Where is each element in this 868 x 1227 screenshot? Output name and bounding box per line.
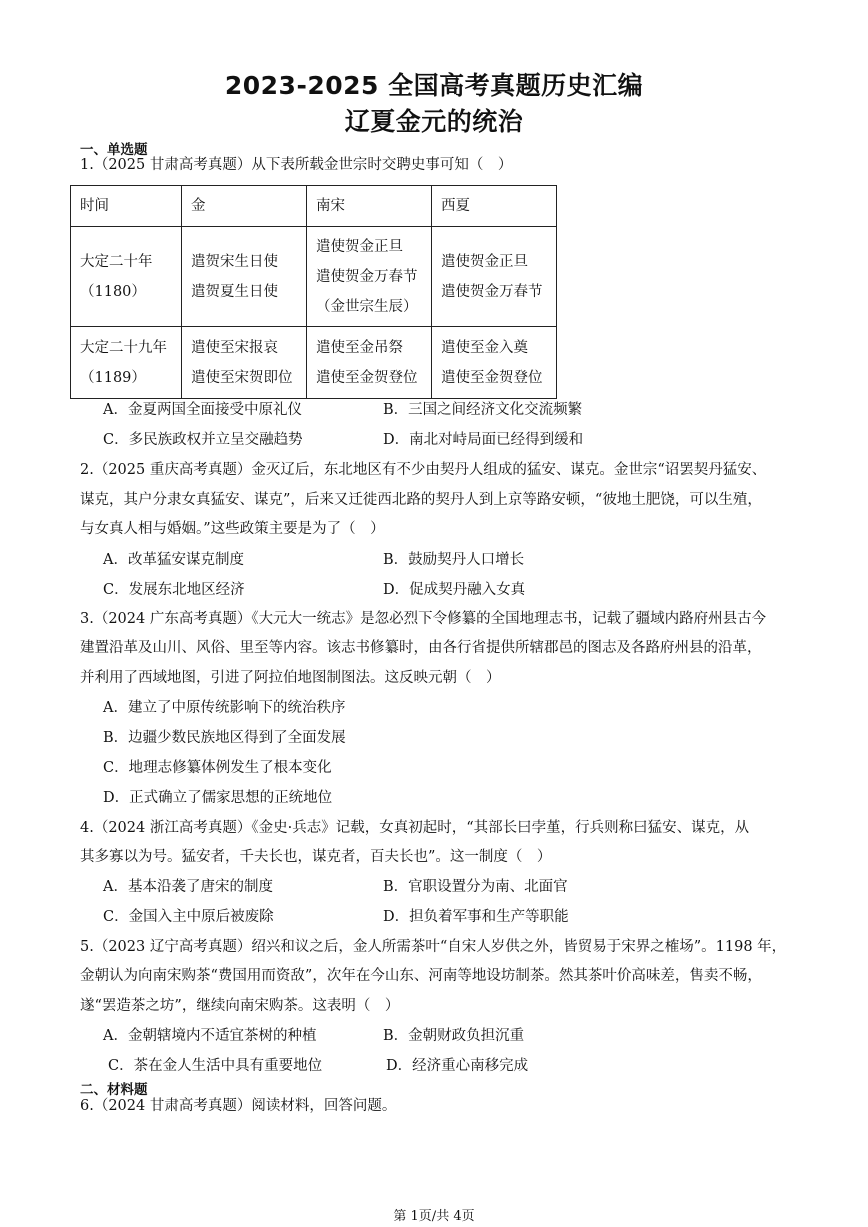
question-1-table <box>70 185 557 399</box>
cell-line: 遣使贺金正旦 <box>316 238 403 255</box>
question-3-line: 3.（2024 广东高考真题）《大元大一统志》是忽必烈下令修纂的全国地理志书，记载了疆域内路府州县古今 <box>80 611 767 627</box>
cell-line: 遣使贺金万春节 <box>441 283 543 300</box>
question-4-line: 其多寡以为号。猛安者，千夫长也，谋克者，百夫长也”。这一制度（ ） <box>80 849 552 865</box>
question-3-option-d: D．正式确立了儒家思想的正统地位 <box>103 790 333 806</box>
question-3-line: 建置沿革及山川、风俗、里至等内容。该志书修纂时，由各行省提供所辖郡邑的图志及各路府州县的沿革， <box>80 640 762 656</box>
question-5-line: 5.（2023 辽宁高考真题）绍兴和议之后，金人所需茶叶“自宋人岁供之外，皆贸易于宋界之榷场”。1198 年， <box>80 939 787 955</box>
question-5-line: 金朝认为向南宋购茶“费国用而资敌”，次年在今山东、河南等地设坊制茶。然其茶叶价高味差，售卖不畅， <box>80 968 762 984</box>
question-4-option-d: D．担负着军事和生产等职能 <box>383 909 569 925</box>
cell-line: 遣贺宋生日使 <box>191 253 278 270</box>
cell-line: （金世宗生辰） <box>316 298 418 315</box>
section-heading-single-choice: 一、单选题 <box>80 142 148 158</box>
cell-line: 遣使至金入奠 <box>441 339 528 356</box>
question-3-option-c: C．地理志修纂体例发生了根本变化 <box>103 760 332 776</box>
table-cell <box>432 327 557 399</box>
question-5-option-b: B．金朝财政负担沉重 <box>383 1028 525 1044</box>
cell-line: 遣使至宋报哀 <box>191 339 278 356</box>
cell-line: 遣使至金贺登位 <box>316 369 418 386</box>
document-title: 2023-2025 全国高考真题历史汇编 <box>224 71 644 100</box>
section-heading-material: 二、材料题 <box>80 1082 148 1098</box>
question-5-line: 遂“罢造茶之坊”，继续向南宋购茶。这表明（ ） <box>80 998 400 1014</box>
question-2-option-a: A．改革猛安谋克制度 <box>103 552 244 568</box>
question-4-option-b: B．官职设置分为南、北面官 <box>383 879 568 895</box>
table-cell <box>307 327 432 399</box>
question-4-option-c: C．金国入主中原后被废除 <box>103 909 274 925</box>
table-cell <box>307 227 432 327</box>
question-6-stem: 6.（2024 甘肃高考真题）阅读材料，回答问题。 <box>80 1098 397 1114</box>
cell-line: 遣贺夏生日使 <box>191 283 278 300</box>
table-header-cell: 金 <box>182 186 307 227</box>
table-header-cell: 时间 <box>71 186 182 227</box>
question-3-option-b: B．边疆少数民族地区得到了全面发展 <box>103 730 346 746</box>
table-header-cell: 西夏 <box>432 186 557 227</box>
table-cell <box>71 227 182 327</box>
page-number-footer: 第 1页/共 4页 <box>393 1209 475 1224</box>
table-row <box>71 227 557 327</box>
question-5-option-a: A．金朝辖境内不适宜茶树的种植 <box>103 1028 317 1044</box>
question-2-line: 与女真人相与婚姻。”这些政策主要是为了（ ） <box>80 521 385 537</box>
cell-line: （1189） <box>80 369 146 386</box>
question-2-option-b: B．鼓励契丹人口增长 <box>383 552 525 568</box>
question-4-line: 4.（2024 浙江高考真题）《金史·兵志》记载，女真初起时，“其部长曰孛堇，行兵则称曰猛安、谋克，从 <box>80 820 750 836</box>
cell-line: 遣使至金贺登位 <box>441 369 543 386</box>
table-cell <box>182 227 307 327</box>
cell-line: （1180） <box>80 283 146 300</box>
question-1-option-b: B．三国之间经济文化交流频繁 <box>383 402 583 418</box>
question-1-option-c: C．多民族政权并立呈交融趋势 <box>103 432 303 448</box>
cell-line: 大定二十年 <box>80 253 153 270</box>
table-cell <box>71 327 182 399</box>
question-4-option-a: A．基本沿袭了唐宋的制度 <box>103 879 273 895</box>
question-3-line: 并利用了西域地图，引进了阿拉伯地图制图法。这反映元朝（ ） <box>80 670 501 686</box>
question-2-line: 2.（2025 重庆高考真题）金灭辽后，东北地区有不少由契丹人组成的猛安、谋克。金世宗“诏罢契丹猛安、 <box>80 462 767 478</box>
question-1-option-a: A．金夏两国全面接受中原礼仪 <box>103 402 302 418</box>
table-cell <box>432 227 557 327</box>
table-header-cell: 南宋 <box>307 186 432 227</box>
table-header-row <box>71 186 557 227</box>
cell-line: 遣使贺金万春节 <box>316 268 418 285</box>
question-2-option-d: D．促成契丹融入女真 <box>383 582 526 598</box>
question-1-option-d: D．南北对峙局面已经得到缓和 <box>383 432 584 448</box>
table-row <box>71 327 557 399</box>
table-cell <box>182 327 307 399</box>
cell-line: 遣使至宋贺即位 <box>191 369 293 386</box>
question-3-option-a: A．建立了中原传统影响下的统治秩序 <box>103 700 346 716</box>
question-5-option-d: D．经济重心南移完成 <box>386 1058 529 1074</box>
cell-line: 大定二十九年 <box>80 339 167 356</box>
cell-line: 遣使贺金正旦 <box>441 253 528 270</box>
cell-line: 遣使至金吊祭 <box>316 339 403 356</box>
question-5-option-c: C．茶在金人生活中具有重要地位 <box>108 1058 323 1074</box>
question-2-option-c: C．发展东北地区经济 <box>103 582 245 598</box>
document-subtitle: 辽夏金元的统治 <box>344 107 524 136</box>
question-2-line: 谋克，其户分隶女真猛安、谋克”，后来又迁徙西北路的契丹人到上京等路安顿，“彼地土肥饶，可以生殖， <box>80 492 762 508</box>
question-1-stem: 1.（2025 甘肃高考真题）从下表所载金世宗时交聘史事可知（ ） <box>80 157 513 173</box>
